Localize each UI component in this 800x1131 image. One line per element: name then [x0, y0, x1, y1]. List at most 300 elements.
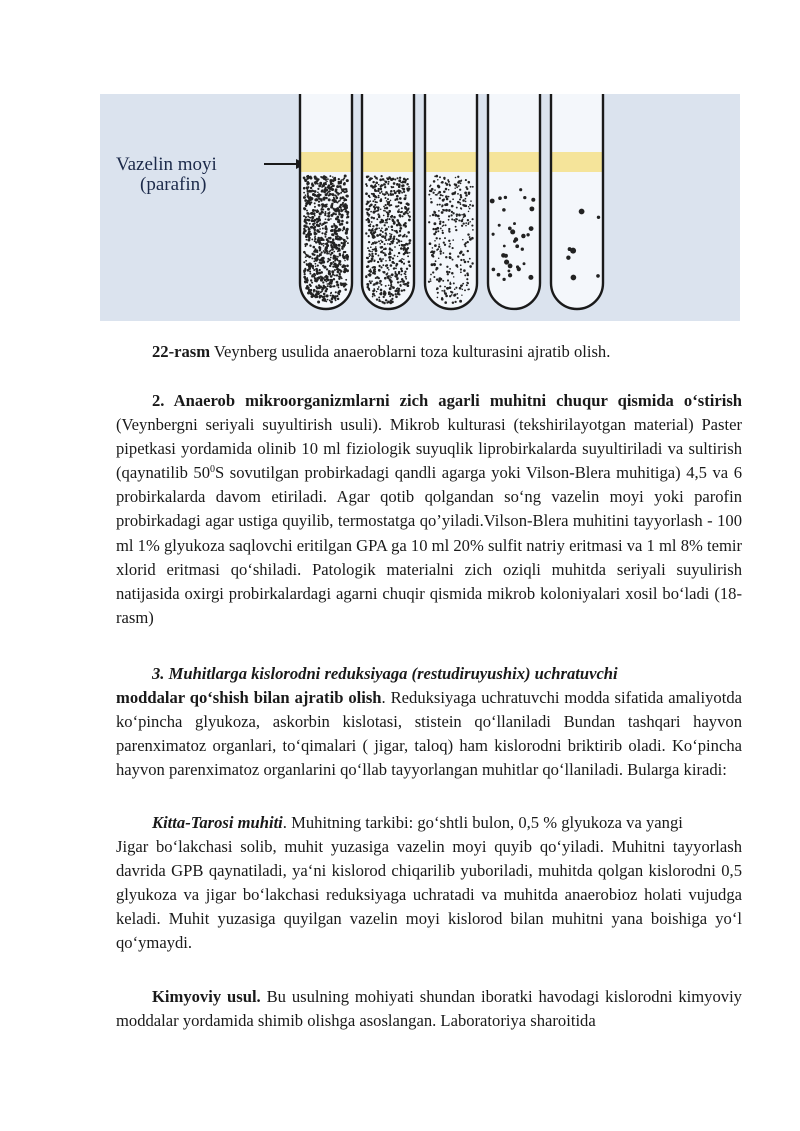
colony-dot [334, 298, 336, 300]
colony-dot [402, 235, 405, 238]
colony-dot [452, 301, 454, 303]
colony-dot [344, 188, 346, 190]
colony-dot [392, 257, 394, 259]
colony-dot [406, 243, 409, 246]
colony-dot [449, 295, 451, 297]
colony-dot [408, 264, 410, 266]
colony-dot [519, 188, 522, 191]
colony-dot [446, 287, 449, 290]
colony-dot [306, 239, 308, 241]
colony-dot [305, 194, 307, 196]
colony-dot [321, 224, 323, 226]
colony-dot [396, 183, 399, 186]
colony-dot [365, 192, 368, 195]
colony-dot [399, 180, 401, 182]
colony-dot [325, 197, 327, 199]
colony-dot [439, 221, 441, 223]
colony-dot [405, 278, 407, 280]
colony-dot [307, 195, 309, 197]
colony-dot [404, 225, 407, 228]
colony-dot [344, 251, 346, 253]
colony-dot [377, 206, 380, 209]
colony-dot [398, 224, 400, 226]
colony-dot [448, 230, 450, 232]
colony-dot [309, 270, 311, 272]
colony-dot [341, 242, 343, 244]
colony-dot [448, 240, 450, 242]
colony-dot [380, 266, 382, 268]
colony-dot [403, 197, 406, 200]
colony-dot [444, 237, 446, 239]
colony-dot [439, 223, 441, 225]
colony-dot [344, 260, 346, 262]
colony-dot [367, 213, 370, 216]
colony-dot [461, 294, 462, 295]
colony-dot [316, 255, 318, 257]
colony-dot [472, 229, 474, 231]
colony-dot [451, 205, 454, 208]
colony-dot [328, 195, 330, 197]
colony-dot [442, 221, 444, 223]
colony-dot [346, 254, 349, 257]
colony-dot [443, 190, 446, 193]
colony-dot [323, 293, 326, 296]
colony-dot [368, 195, 370, 197]
test-tubes-illustration [100, 94, 740, 321]
colony-dot [380, 198, 382, 200]
colony-dot [306, 277, 308, 279]
colony-dot [460, 268, 462, 270]
colony-dot [321, 243, 323, 245]
colony-dot [324, 243, 326, 245]
colony-dot [508, 264, 513, 269]
colony-dot [316, 221, 318, 223]
colony-dot [319, 212, 321, 214]
colony-dot [401, 289, 403, 291]
colony-dot [343, 191, 345, 193]
colony-dot [325, 236, 327, 238]
colony-dot [432, 192, 434, 194]
colony-dot [406, 268, 408, 270]
colony-dot [316, 270, 319, 273]
colony-dot [446, 198, 449, 201]
colony-dot [459, 300, 462, 303]
colony-dot [314, 195, 316, 197]
colony-dot [338, 276, 340, 278]
colony-dot [315, 241, 317, 243]
colony-dot [346, 221, 349, 224]
paraffin-layer [425, 152, 477, 172]
colony-dot [383, 271, 386, 274]
colony-dot [337, 284, 340, 287]
colony-dot [430, 198, 432, 200]
colony-dot [379, 282, 381, 284]
section-2-heading: 2. Anaerob mikroorganizmlarni zich agarli muhitni chuqur qismida o‘stirish [152, 391, 742, 410]
colony-dot [318, 218, 321, 221]
colony-dot [531, 198, 535, 202]
colony-dot [329, 175, 331, 177]
colony-dot [455, 218, 457, 220]
colony-dot [343, 285, 345, 287]
colony-dot [460, 264, 462, 266]
colony-dot [453, 294, 456, 297]
colony-dot [451, 218, 453, 220]
colony-dot [401, 258, 403, 260]
colony-dot [338, 229, 341, 232]
colony-dot [440, 227, 442, 229]
colony-dot [401, 207, 403, 209]
colony-dot [336, 281, 339, 284]
colony-dot [394, 255, 396, 257]
colony-dot [303, 187, 306, 190]
colony-dot [396, 274, 398, 276]
colony-dot [317, 277, 319, 279]
colony-dot [367, 247, 369, 249]
colony-dot [396, 242, 398, 244]
colony-dot [331, 203, 333, 205]
colony-dot [331, 292, 333, 294]
colony-dot [468, 181, 471, 184]
colony-dot [370, 269, 372, 271]
colony-dot [308, 291, 310, 293]
colony-dot [372, 296, 374, 298]
colony-dot [373, 266, 376, 269]
colony-dot [396, 177, 398, 179]
colony-dot [334, 274, 336, 276]
colony-dot [321, 232, 323, 234]
colony-dot [329, 211, 331, 213]
colony-dot [345, 206, 348, 209]
colony-dot [399, 231, 401, 233]
section-3-heading-line [116, 662, 742, 686]
colony-dot [407, 284, 410, 287]
colony-dot [339, 236, 341, 238]
colony-dot [315, 198, 318, 201]
colony-dot [407, 282, 410, 285]
colony-dot [404, 222, 407, 225]
colony-dot [391, 234, 393, 236]
colony-dot [304, 281, 306, 283]
colony-dot [311, 295, 314, 298]
colony-dot [322, 228, 324, 230]
colony-dot [369, 270, 372, 273]
colony-dot [325, 218, 327, 220]
colony-dot [329, 285, 332, 288]
colony-dot [385, 239, 387, 241]
colony-dot [314, 236, 316, 238]
colony-dot [388, 291, 391, 294]
colony-dot [319, 295, 322, 298]
colony-dot [433, 263, 436, 266]
colony-dot [309, 273, 311, 275]
colony-dot [371, 216, 373, 218]
colony-dot [338, 182, 341, 185]
colony-dot [373, 283, 376, 286]
colony-dot [370, 246, 372, 248]
colony-dot [502, 208, 506, 212]
colony-dot [469, 265, 472, 268]
paraffin-layer [300, 152, 352, 172]
colony-dot [305, 235, 308, 238]
kimyoviy-body: Bu usulning mohiyati shundan iboratki havodagi kislorodni kimyoviy moddalar yordamida shimib olishga asoslangan. Laboratoriya sharoitida [116, 987, 742, 1031]
colony-dot [438, 210, 440, 212]
colony-dot [325, 246, 328, 249]
colony-dot [324, 176, 326, 178]
colony-dot [309, 264, 311, 266]
colony-dot [390, 299, 392, 301]
colony-dot [453, 276, 455, 278]
colony-dot [303, 176, 306, 179]
colony-dot [378, 227, 380, 229]
colony-dot [579, 209, 585, 215]
colony-dot [332, 176, 334, 178]
colony-dot [338, 178, 340, 180]
colony-dot [462, 204, 464, 206]
colony-dot [326, 268, 328, 270]
colony-dot [467, 223, 469, 225]
section-3-paragraph [116, 686, 742, 782]
colony-dot [446, 271, 448, 273]
colony-dot [377, 261, 379, 263]
colony-dot [368, 220, 371, 223]
colony-dot [313, 276, 315, 278]
colony-dot [451, 294, 453, 296]
colony-dot [329, 259, 331, 261]
colony-dot [319, 253, 322, 256]
degree-superscript: 0 [210, 464, 216, 476]
figure-label-line2: (parafin) [140, 174, 207, 195]
colony-dot [332, 239, 335, 242]
colony-dot [307, 182, 310, 185]
colony-dot [314, 206, 316, 208]
colony-dot [571, 275, 577, 281]
colony-dot [314, 233, 316, 235]
colony-dot [389, 259, 391, 261]
colony-dot [407, 231, 410, 234]
colony-dot [347, 242, 349, 244]
colony-dot [387, 198, 389, 200]
colony-dot [454, 288, 456, 290]
colony-dot [503, 245, 506, 248]
colony-dot [335, 230, 337, 232]
colony-dot [373, 217, 375, 219]
colony-dot [310, 285, 312, 287]
test-tube-2 [362, 94, 414, 309]
colony-dot [470, 200, 472, 202]
paraffin-layer [362, 152, 414, 172]
colony-dot [435, 269, 437, 271]
colony-dot [386, 264, 388, 266]
colony-dot [334, 269, 336, 271]
section-2 [116, 389, 742, 630]
colony-dot [346, 231, 348, 233]
colony-dot [375, 246, 377, 248]
colony-dot [333, 208, 336, 211]
colony-dot [328, 184, 331, 187]
colony-dot [409, 216, 411, 218]
colony-dot [313, 228, 315, 230]
colony-dot [376, 291, 377, 292]
colony-dot [406, 202, 409, 205]
colony-dot [387, 213, 390, 216]
colony-dot [439, 204, 441, 206]
colony-dot [326, 180, 328, 182]
colony-dot [529, 206, 534, 211]
colony-dot [464, 289, 466, 291]
colony-dot [403, 249, 405, 251]
colony-dot [434, 189, 436, 191]
colony-dot [330, 275, 333, 278]
colony-dot [448, 245, 450, 247]
colony-dot [382, 258, 384, 260]
colony-dot [374, 295, 376, 297]
colony-dot [451, 214, 453, 216]
colony-dot [462, 289, 464, 291]
colony-dot [439, 176, 441, 178]
colony-dot [329, 190, 331, 192]
colony-dot [336, 274, 338, 276]
colony-dot [404, 273, 406, 275]
colony-dot [330, 295, 332, 297]
colony-dot [467, 250, 469, 252]
colony-dot [338, 209, 340, 211]
colony-dot [371, 258, 373, 260]
colony-dot [438, 218, 440, 220]
colony-dot [379, 179, 382, 182]
colony-dot [390, 200, 392, 202]
colony-dot [304, 199, 307, 202]
colony-dot [396, 224, 399, 227]
colony-dot [385, 273, 387, 275]
colony-dot [392, 193, 394, 195]
colony-dot [465, 198, 467, 200]
colony-dot [314, 238, 316, 240]
colony-dot [342, 230, 344, 232]
colony-dot [508, 227, 512, 231]
colony-dot [306, 210, 308, 212]
colony-dot [345, 211, 347, 213]
colony-dot [445, 182, 447, 184]
colony-dot [388, 284, 390, 286]
colony-dot [315, 290, 317, 292]
colony-dot [385, 197, 387, 199]
colony-dot [335, 247, 338, 250]
colony-dot [498, 196, 502, 200]
colony-dot [393, 262, 395, 264]
colony-dot [340, 207, 342, 209]
colony-dot [327, 218, 330, 221]
colony-dot [497, 273, 501, 277]
colony-dot [385, 260, 387, 262]
colony-dot [452, 259, 454, 261]
colony-dot [368, 250, 370, 252]
colony-dot [404, 283, 407, 286]
colony-dot [305, 216, 307, 218]
colony-dot [452, 198, 454, 200]
colony-dot [315, 294, 317, 296]
colony-dot [320, 184, 322, 186]
colony-dot [335, 213, 337, 215]
colony-dot [342, 179, 344, 181]
colony-dot [407, 208, 409, 210]
colony-dot [322, 261, 325, 264]
colony-dot [392, 186, 394, 188]
colony-dot [370, 282, 372, 284]
colony-dot [324, 295, 326, 297]
colony-dot [464, 261, 467, 264]
colony-dot [458, 219, 460, 221]
colony-dot [381, 246, 383, 248]
colony-dot [372, 249, 374, 251]
colony-dot [327, 261, 329, 263]
colony-dot [467, 233, 469, 235]
colony-dot [309, 231, 311, 233]
colony-dot [343, 271, 345, 273]
colony-dot [326, 301, 328, 303]
colony-dot [390, 282, 392, 284]
colony-dot [312, 223, 315, 226]
colony-dot [374, 201, 376, 203]
colony-dot [368, 235, 370, 237]
colony-dot [305, 202, 308, 205]
colony-dot [336, 185, 339, 188]
colony-dot [379, 188, 382, 191]
colony-dot [384, 243, 386, 245]
colony-dot [443, 241, 445, 243]
colony-dot [317, 183, 319, 185]
colony-dot [325, 193, 328, 196]
colony-dot [397, 256, 399, 258]
colony-dot [442, 232, 444, 234]
colony-dot [460, 180, 462, 182]
colony-dot [445, 209, 448, 212]
colony-dot [453, 192, 455, 194]
colony-dot [307, 282, 309, 284]
colony-dot [437, 297, 439, 299]
colony-dot [369, 177, 372, 180]
colony-dot [327, 279, 330, 282]
colony-dot [304, 179, 307, 182]
colony-dot [396, 278, 398, 280]
colony-dot [388, 181, 390, 183]
colony-dot [441, 211, 444, 214]
colony-dot [376, 234, 379, 237]
colony-dot [388, 269, 390, 271]
colony-dot [397, 290, 400, 293]
colony-dot [320, 176, 322, 178]
colony-dot [460, 182, 462, 184]
section-3-body: . Reduksiyaga uchratuvchi modda sifatida amaliyotda ko‘pincha glyukoza, askorbin kislotasi, stistein qo‘llaniladi Bundan tashqari hayvon parenximatoz organlari, to‘qimalari ( jigar, taloq) ham kislorodni briktirib oladi. Ko‘pincha hayvon parenximatoz organlarini qo‘llab tayyorlangan muhitlar qo‘llaniladi. Bularga kiradi: [116, 688, 742, 780]
colony-dot [304, 196, 306, 198]
colony-dot [449, 268, 451, 270]
colony-dot [454, 187, 455, 188]
colony-dot [430, 190, 432, 192]
colony-dot [398, 221, 400, 223]
colony-dot [380, 281, 382, 283]
colony-dot [596, 274, 600, 278]
colony-dot [394, 290, 397, 293]
colony-dot [373, 260, 375, 262]
colony-dot [401, 244, 403, 246]
colony-dot [365, 219, 367, 221]
colony-dot [373, 194, 376, 197]
colony-dot [436, 289, 438, 291]
colony-dot [346, 228, 349, 231]
colony-dot [401, 192, 403, 194]
colony-dot [332, 241, 335, 244]
colony-dot [372, 181, 374, 183]
colony-dot [394, 192, 397, 195]
